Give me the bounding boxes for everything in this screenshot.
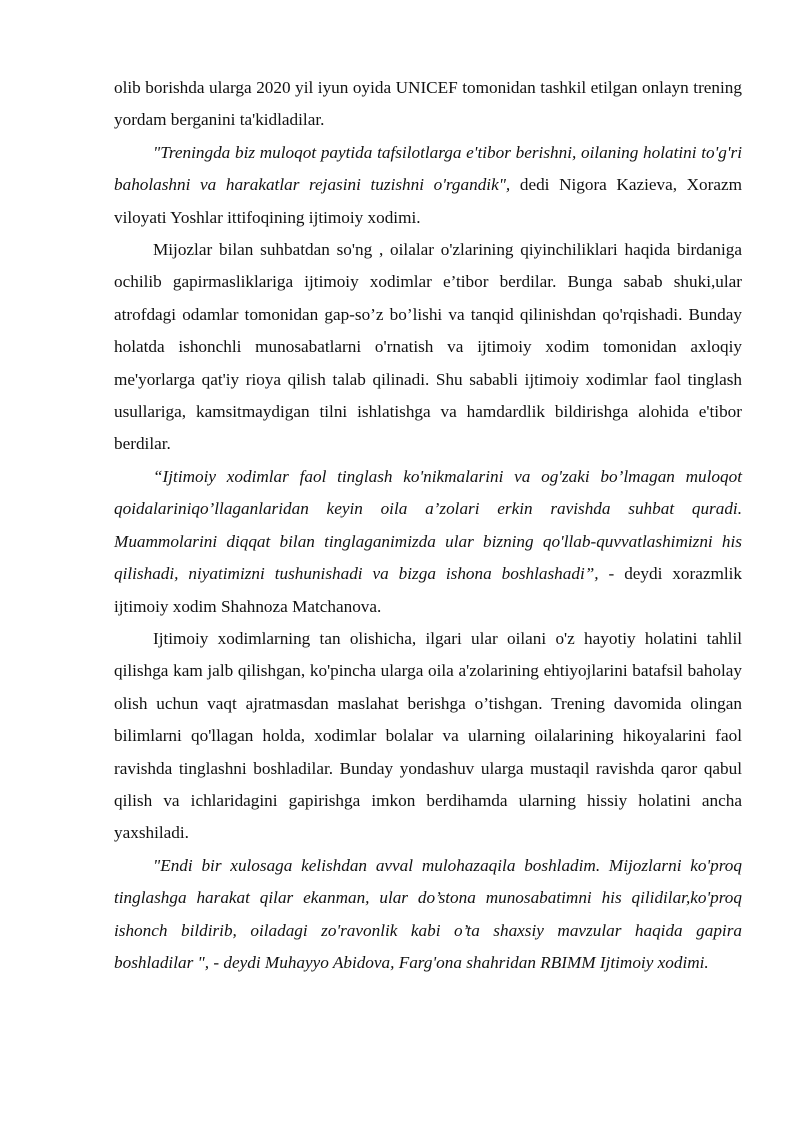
paragraph-6 <box>114 850 742 980</box>
document-page <box>114 72 742 979</box>
paragraph-2 <box>114 137 742 234</box>
paragraph-1-text: olib borishda ularga 2020 yil iyun oyida UNICEF tomonidan tashkil etilgan onlayn trening yordam berganini ta'kidladilar. <box>114 78 742 130</box>
paragraph-3 <box>114 234 742 461</box>
paragraph-4-text: - deydi xorazmlik ijtimoiy xodim Shahnoza Matchanova. <box>114 564 742 616</box>
paragraph-5 <box>114 623 742 850</box>
paragraph-2-text: dedi Nigora Kazieva, Xorazm viloyati Yoshlar ittifoqining ijtimoiy xodimi. <box>114 175 742 227</box>
paragraph-1 <box>114 72 742 137</box>
paragraph-5-text: Ijtimoiy xodimlarning tan olishicha, ilgari ular oilani o'z hayotiy holatini tahlil qilishga kam jalb qilishgan, ko'pincha ularga oila a'zolarining ehtiyojlarini batafsil baholay olish uchun vaqt ajratmasdan maslahat berishga o’tishgan. Trening davomida olingan bilimlarni qo'llagan holda, xodimlar bolalar va ularning oilalarining hikoyalarini faol ravishda tinglashni boshladilar. Bunday yondashuv ularga mustaqil ravishda qaror qabul qilish va ichlaridagini gapirishga imkon berdihamda ularning hissiy holatini ancha yaxshiladi. <box>114 628 742 843</box>
paragraph-6-quote: "Endi bir xulosaga kelishdan avval mulohazaqila boshladim. Mijozlarni ko'proq tinglashga harakat qilar ekanman, ular do’stona munosabatimni his qilidilar,ko'proq ishonch bildirib, oiladagi zo'ravonlik kabi o’ta shaxsiy mavzular haqida gapira boshladilar ", - deydi Muhayyo Abidova, Farg'ona shahridan RBIMM Ijtimoiy xodimi. <box>114 855 742 972</box>
paragraph-2-quote: "Treningda biz muloqot paytida tafsilotlarga e'tibor berishni, oilaning holatini to'g'ri baholashni va harakatlar rejasini tuzishni o'rgandik", <box>114 142 742 195</box>
paragraph-4-quote: “Ijtimoiy xodimlar faol tinglash ko'nikmalarini va og'zaki bo’lmagan muloqot qoidalariniqo’llaganlaridan keyin oila a’zolari erkin ravishda suhbat quradi. Muammolarini diqqat bilan tinglaganimizda ular bizning qo'llab-quvvatlashimizni his qilishadi, niyatimizni tushunishadi va bizga ishona boshlashadi”, <box>114 466 742 584</box>
paragraph-4 <box>114 461 742 623</box>
paragraph-3-text: Mijozlar bilan suhbatdan so'ng , oilalar o'zlarining qiyinchiliklari haqida birdaniga ochilib gapirmasliklariga ijtimoiy xodimlar e’tibor berdilar. Bunga sabab shuki,ular atrofdagi odamlar tomonidan gap-so’z bo’lishi va tanqid qilinishdan qo'rqishadi. Bunday holatda ishonchli munosabatlarni o'rnatish va ijtimoiy xodim tomonidan axloqiy me'yorlarga qat'iy rioya qilish talab qilinadi. Shu sababli ijtimoiy xodimlar faol tinglash usullariga, kamsitmaydigan tilni ishlatishga va hamdardlik bildirishga alohida e'tibor berdilar. <box>114 240 742 454</box>
